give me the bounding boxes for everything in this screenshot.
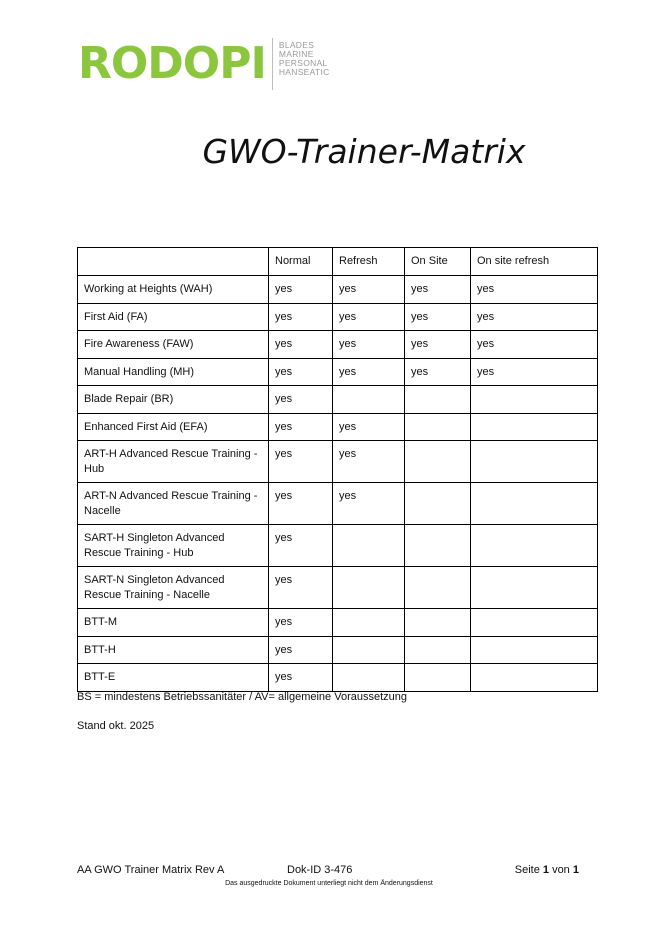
footer-page-total: 1 [572,864,579,876]
cell-course: BTT-H [78,636,269,664]
table-row [78,483,598,525]
cell-course: SART-H Singleton Advanced Rescue Training - Hub [78,525,269,567]
cell-on-site-refresh [471,441,598,483]
cell-course: Working at Heights (WAH) [78,276,269,304]
cell-refresh [333,664,405,692]
cell-refresh: yes [333,483,405,525]
cell-on-site-refresh [471,636,598,664]
cell-on-site-refresh: yes [471,358,598,386]
table-row [78,525,598,567]
logo-tagline-line: PERSONAL [278,58,328,68]
cell-on-site-refresh: yes [471,331,598,359]
table-row [78,331,598,359]
header-cell-on-site-refresh: On site refresh [471,248,598,276]
cell-on-site [405,567,471,609]
cell-on-site-refresh [471,386,598,414]
table-header-row [78,248,598,276]
table-row [78,636,598,664]
revision-date: Stand okt. 2025 [77,720,155,732]
cell-normal: yes [269,664,333,692]
table-row [78,303,598,331]
cell-on-site-refresh [471,525,598,567]
cell-normal: yes [269,303,333,331]
cell-on-site [405,441,471,483]
table-row [78,567,598,609]
table-row [78,441,598,483]
cell-refresh [333,609,405,637]
cell-on-site-refresh [471,664,598,692]
footer-page-number [515,863,579,877]
cell-course: Fire Awareness (FAW) [78,331,269,359]
table-row [78,276,598,304]
cell-on-site [405,609,471,637]
cell-normal: yes [269,441,333,483]
table-row [78,609,598,637]
logo-tagline-line: MARINE [278,49,314,59]
cell-on-site: yes [405,358,471,386]
cell-on-site [405,636,471,664]
cell-on-site-refresh [471,609,598,637]
cell-course: ART-H Advanced Rescue Training - Hub [78,441,269,483]
cell-refresh [333,636,405,664]
cell-refresh: yes [333,276,405,304]
table-body [78,276,598,692]
footer-page-of: von [552,864,570,876]
logo-tagline [279,41,330,77]
table-row [78,664,598,692]
cell-course: First Aid (FA) [78,303,269,331]
cell-on-site: yes [405,303,471,331]
cell-refresh: yes [333,413,405,441]
document-title: GWO-Trainer-Matrix [202,132,526,171]
cell-normal: yes [269,483,333,525]
cell-on-site [405,483,471,525]
cell-refresh: yes [333,331,405,359]
header-cell-normal: Normal [269,248,333,276]
cell-course: BTT-M [78,609,269,637]
cell-normal: yes [269,525,333,567]
cell-on-site [405,413,471,441]
footer-disclaimer: Das ausgedruckte Dokument unterliegt nicht dem Änderungsdienst [225,880,433,887]
cell-refresh: yes [333,441,405,483]
cell-on-site-refresh: yes [471,303,598,331]
cell-refresh [333,567,405,609]
header-cell-course [78,248,269,276]
cell-normal: yes [269,386,333,414]
cell-on-site-refresh [471,483,598,525]
cell-on-site-refresh: yes [471,276,598,304]
cell-course: ART-N Advanced Rescue Training - Nacelle [78,483,269,525]
cell-normal: yes [269,636,333,664]
logo-tagline-line: HANSEATIC [278,67,330,77]
footer-document-id: Dok-ID 3-476 [287,864,353,876]
cell-on-site [405,386,471,414]
table-row [78,413,598,441]
cell-normal: yes [269,276,333,304]
logo-divider [272,38,273,90]
cell-on-site [405,525,471,567]
cell-refresh: yes [333,358,405,386]
cell-course: Manual Handling (MH) [78,358,269,386]
trainer-matrix-table [77,247,598,692]
cell-on-site [405,664,471,692]
cell-normal: yes [269,609,333,637]
header-cell-on-site: On Site [405,248,471,276]
cell-on-site-refresh [471,567,598,609]
footer-page-current: 1 [542,864,549,876]
cell-on-site: yes [405,331,471,359]
footer-document-name: AA GWO Trainer Matrix Rev A [77,864,225,876]
cell-refresh: yes [333,303,405,331]
header-cell-refresh: Refresh [333,248,405,276]
cell-course: Enhanced First Aid (EFA) [78,413,269,441]
company-logo [78,38,330,94]
cell-refresh [333,525,405,567]
cell-on-site: yes [405,276,471,304]
cell-normal: yes [269,413,333,441]
cell-course: Blade Repair (BR) [78,386,269,414]
cell-normal: yes [269,358,333,386]
footer-page-prefix: Seite [514,864,540,876]
cell-course: SART-N Singleton Advanced Rescue Training - Nacelle [78,567,269,609]
cell-refresh [333,386,405,414]
logo-tagline-line: BLADES [278,40,315,50]
cell-normal: yes [269,331,333,359]
cell-course: BTT-E [78,664,269,692]
abbreviation-note: BS = mindestens Betriebssanitäter / AV= allgemeine Voraussetzung [77,691,407,703]
table-row [78,386,598,414]
table-row [78,358,598,386]
cell-on-site-refresh [471,413,598,441]
logo-wordmark: RODOPI [78,38,266,89]
cell-normal: yes [269,567,333,609]
